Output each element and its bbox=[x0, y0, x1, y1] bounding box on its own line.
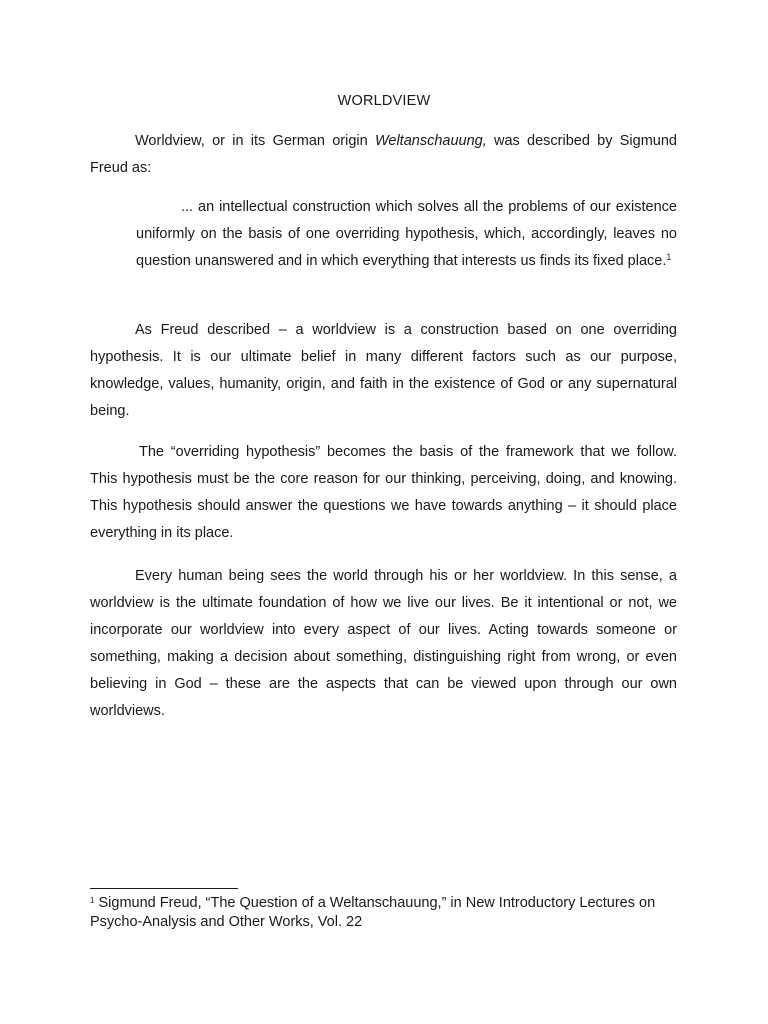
footnote-marker: 1 bbox=[90, 896, 95, 905]
intro-text-end: was described by Sigmund Freud as: bbox=[90, 133, 677, 176]
intro-paragraph bbox=[90, 128, 677, 182]
body-paragraph-3: The “overriding hypothesis” becomes the basis of the framework that we follow. This hypothesis must be the core reason for our thinking, perceiving, doing, and knowing. This hypothesis should answer the questions we have towards anything – it should place everything in its place. bbox=[90, 444, 677, 541]
footnote bbox=[90, 894, 690, 932]
block-quote-text: ... an intellectual construction which solves all the problems of our existence uniformly on the basis of one overriding hypothesis, which, accordingly, leaves no question unanswered and in which everything that interests us finds its fixed place. bbox=[136, 199, 677, 269]
intro-text-start: Worldview, or in its German origin bbox=[135, 133, 375, 149]
body-paragraph-2: As Freud described – a worldview is a construction based on one overriding hypothesis. It is our ultimate belief in many different factors such as our purpose, knowledge, values, humanity, origin, and faith in the existence of God or any supernatural being. bbox=[90, 322, 677, 419]
block-quote bbox=[136, 194, 677, 275]
intro-italic-term: Weltanschauung, bbox=[374, 133, 487, 149]
footnote-separator bbox=[90, 888, 238, 889]
footnote-reference: 1 bbox=[666, 252, 672, 262]
body-paragraph-4: Every human being sees the world through his or her worldview. In this sense, a worldview is the ultimate foundation of how we live our lives. Be it intentional or not, we incorporate our worldview into every aspect of our lives. Acting towards someone or something, making a decision about something, distinguishing right from wrong, or even believing in God – these are the aspects that can be viewed upon through our own worldviews. bbox=[90, 568, 677, 719]
page-title: WORLDVIEW bbox=[337, 93, 431, 109]
footnote-text: Sigmund Freud, “The Question of a Weltanschauung,” in New Introductory Lectures on Psycho-Analysis and Other Works, Vol. 22 bbox=[90, 895, 656, 930]
